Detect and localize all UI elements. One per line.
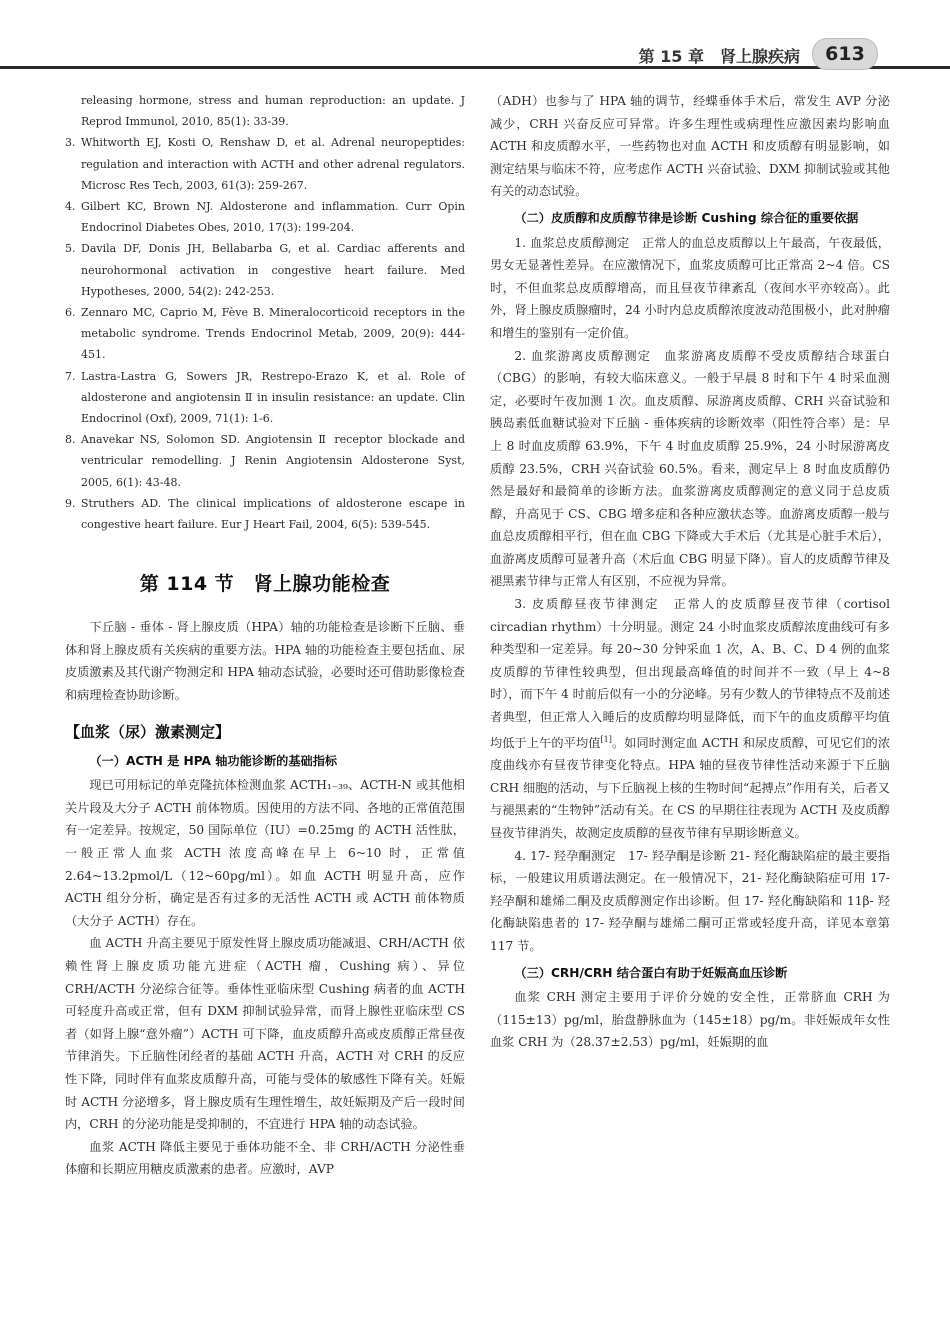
- body-paragraph: [490, 593, 890, 845]
- reference-item: releasing hormone, stress and human reproduction: an update. J Reprod Immunol, 2010, 85(1): 33-39.: [81, 94, 465, 129]
- subsection-heading-1: （一）ACTH 是 HPA 轴功能诊断的基础指标: [89, 753, 338, 768]
- page-number-badge: 613: [812, 38, 878, 70]
- paragraph-text: 3. 皮质醇昼夜节律测定 正常人的皮质醇昼夜节律（cortisol circadian rhythm）十分明显。测定 24 小时血浆皮质醇浓度曲线可有多种类型和一定差异。每 20~30 分钟采血 1 次，A、B、C、D 4 例的血浆皮质醇的节律性较典型，但出现最高峰值的时间并不一致（早上 4~8 时），而下午 4 时前后似有一小的分泌峰。另有少数人的节律特点不及前述者典型，但正常人入睡后的皮质醇均明显降低，而下午的血皮质醇平均值均低于上午的平均值: [490, 597, 890, 750]
- body-paragraph: 4. 17- 羟孕酮测定 17- 羟孕酮是诊断 21- 羟化酶缺陷症的最主要指标，一般建议用质谱法测定。在一般情况下，21- 羟化酶缺陷症可用 17- 羟孕酮和雄烯二酮及皮质醇测定作出诊断。但 17- 羟化酶缺陷和 11β- 羟化酶缺陷患者的 17- 羟孕酮与雄烯二酮可正常或轻度升高，详见本章第 117 节。: [490, 848, 890, 954]
- body-paragraph: 1. 血浆总皮质醇测定 正常人的血总皮质醇以上午最高，午夜最低，男女无显著性差异。在应激情况下，血浆皮质醇可比正常高 2~4 倍。CS 时，不但血浆总皮质醇增高，而且昼夜节律紊乱（夜间水平亦较高）。此外，肾上腺皮质腺瘤时，24 小时内总皮质醇浓度波动范围极小，此对肿瘤和增生的鉴别有一定价值。: [490, 235, 890, 340]
- citation-marker: [1]: [600, 734, 612, 744]
- body-paragraph: （ADH）也参与了 HPA 轴的调节，经蝶垂体手术后，常发生 AVP 分泌减少，CRH 兴奋反应可异常。许多生理性或病理性应激因素均影响血 ACTH 和皮质醇水平，一些药物也对血 ACTH 和皮质醇有明显影响，如测定结果与临床不符，应考虑作 ACTH 兴奋试验、DXM 抑制试验或其他有关的动态试验。: [490, 94, 890, 199]
- reference-item: 9. Struthers AD. The clinical implications of aldosterone escape in congestive heart failure. Eur J Heart Fail, 2004, 6(5): 539-545.: [65, 496, 465, 532]
- reference-item: 5. Davila DF, Donis JH, Bellabarba G, et al. Cardiac afferents and neurohormonal activation in congestive heart failure. Med Hypotheses, 2000, 54(2): 242-253.: [65, 242, 465, 298]
- reference-item: 6. Zennaro MC, Caprio M, Fève B. Mineralocorticoid receptors in the metabolic syndrome. Trends Endocrinol Metab, 2009, 20(9): 444-451.: [65, 306, 465, 362]
- reference-list: [65, 90, 465, 535]
- running-header-chapter: 第 15 章 肾上腺疾病: [638, 47, 800, 66]
- paragraph-text: 。如同时测定血 ACTH 和尿皮质醇，可见它们的浓度曲线亦有昼夜节律变化特点。HPA 轴的昼夜节律性活动来源于下丘脑 CRH 细胞的活动，与下丘脑视上核的生物时间“起搏点”作用有关，后者又与褪黑素的“生物钟”活动有关。在 CS 的早期往往表现为 ACTH 及皮质醇昼夜节律消失，故测定皮质醇的昼夜节律有早期诊断意义。: [490, 735, 891, 841]
- body-paragraph: 血浆 ACTH 降低主要见于垂体功能不全、非 CRH/ACTH 分泌性垂体瘤和长期应用糖皮质激素的患者。应激时，AVP: [65, 1139, 465, 1177]
- header-rule: [0, 66, 950, 69]
- bracket-heading: 【血浆（尿）激素测定】: [65, 722, 231, 741]
- reference-item: 3. Whitworth EJ, Kosti O, Renshaw D, et al. Adrenal neuropeptides: regulation and interaction with ACTH and other adrenal regulators. Microsc Res Tech, 2003, 61(3): 259-267.: [65, 136, 465, 192]
- body-paragraph: 血 ACTH 升高主要见于原发性肾上腺皮质功能减退、CRH/ACTH 依赖性肾上腺皮质功能亢进症（ACTH 瘤，Cushing 病）、异位 CRH/ACTH 分泌综合征等。垂体性亚临床型 Cushing 病者的血 ACTH 可轻度升高或正常，但有 DXM 抑制试验异常，而肾上腺性亚临床型 CS 者（如肾上腺“意外瘤”）ACTH 可下降，血皮质醇升高或皮质醇正常昼夜节律消失。下丘脑性闭经者的基础 ACTH 升高，ACTH 对 CRH 的反应性下降，同时伴有血浆皮质醇升高，可能与受体的敏感性下降有关。妊娠时 ACTH 分泌增多，肾上腺皮质有生理性增生，故妊娠期及产后一段时间内，CRH 的分泌功能是受抑制的，不宜进行 HPA 轴的动态试验。: [65, 936, 465, 1132]
- body-paragraph: 血浆 CRH 测定主要用于评价分娩的安全性，正常脐血 CRH 为（115±13）pg/ml，胎盘静脉血为（145±18）pg/m。非妊娠成年女性血浆 CRH 为（28.37±2.53）pg/ml，妊娠期的血: [490, 990, 890, 1050]
- body-paragraph: 2. 血浆游离皮质醇测定 血浆游离皮质醇不受皮质醇结合球蛋白（CBG）的影响，有较大临床意义。一般于早晨 8 时和下午 4 时采血测定，必要时午夜加测 1 次。血皮质醇、尿游离皮质醇、CRH 兴奋试验和胰岛素低血糖试验对下丘脑 - 垂体疾病的诊断效率（阳性符合率）是：早上 8 时血皮质醇 63.9%，下午 4 时血皮质醇 25.9%，24 小时尿游离皮质醇 23.5%，CRH 兴奋试验 60.5%。看来，测定早上 8 时血皮质醇仍然是最好和最简单的诊断方法。血浆游离皮质醇测定的意义同于总皮质醇，升高见于 CS、CBG 增多症和各种应激状态等。血游离皮质醇一般与血总皮质醇相平行，但在血 CBG 下降或大手术后（尤其是心脏手术后），血游离皮质醇可显著升高（术后血 CBG 明显下降）。盲人的皮质醇节律及褪黑素节律与正常人有区别，不应视为异常。: [490, 348, 890, 589]
- left-column: [65, 90, 465, 1181]
- reference-item: 7. Lastra-Lastra G, Sowers JR, Restrepo-Erazo K, et al. Role of aldosterone and angiotensin Ⅱ in insulin resistance: an update. Clin Endocrinol (Oxf), 2009, 71(1): 1-6.: [65, 369, 465, 426]
- reference-item: 4. Gilbert KC, Brown NJ. Aldosterone and inflammation. Curr Opin Endocrinol Diabetes Obes, 2010, 17(3): 199-204.: [65, 200, 465, 235]
- section-title: 第 114 节 肾上腺功能检查: [139, 573, 391, 596]
- intro-paragraph: 下丘脑 - 垂体 - 肾上腺皮质（HPA）轴的功能检查是诊断下丘脑、垂体和肾上腺皮质有关疾病的重要方法。HPA 轴的功能检查主要包括血、尿皮质激素及其代谢产物测定和 HPA 轴动态试验，必要时还可借助影像检查和病理检查协助诊断。: [65, 620, 465, 703]
- subsection-heading-2: （二）皮质醇和皮质醇节律是诊断 Cushing 综合征的重要依据: [514, 210, 859, 225]
- reference-item: 8. Anavekar NS, Solomon SD. Angiotensin Ⅱ receptor blockade and ventricular remodelling. J Renin Angiotensin Aldosterone Syst, 2005, 6(1): 43-48.: [65, 433, 465, 489]
- subsection-heading-3: （三）CRH/CRH 结合蛋白有助于妊娠高血压诊断: [514, 965, 788, 980]
- right-column: [490, 90, 890, 1054]
- body-paragraph: 现已可用标记的单克隆抗体检测血浆 ACTH₁₋₃₉、ACTH-N 或其他相关片段及大分子 ACTH 前体物质。因使用的方法不同、各地的正常值范围有一定差异。按规定，50 国际单位（IU）=0.25mg 的 ACTH 活性肽，一般正常人血浆 ACTH 浓度高峰在早上 6~10 时，正常值 2.64~13.2pmol/L（12~60pg/ml）。如血 ACTH 明显升高，应作 ACTH 组分分析，确定是否有过多的无活性 ACTH 或 ACTH 前体物质（大分子 ACTH）存在。: [65, 778, 465, 928]
